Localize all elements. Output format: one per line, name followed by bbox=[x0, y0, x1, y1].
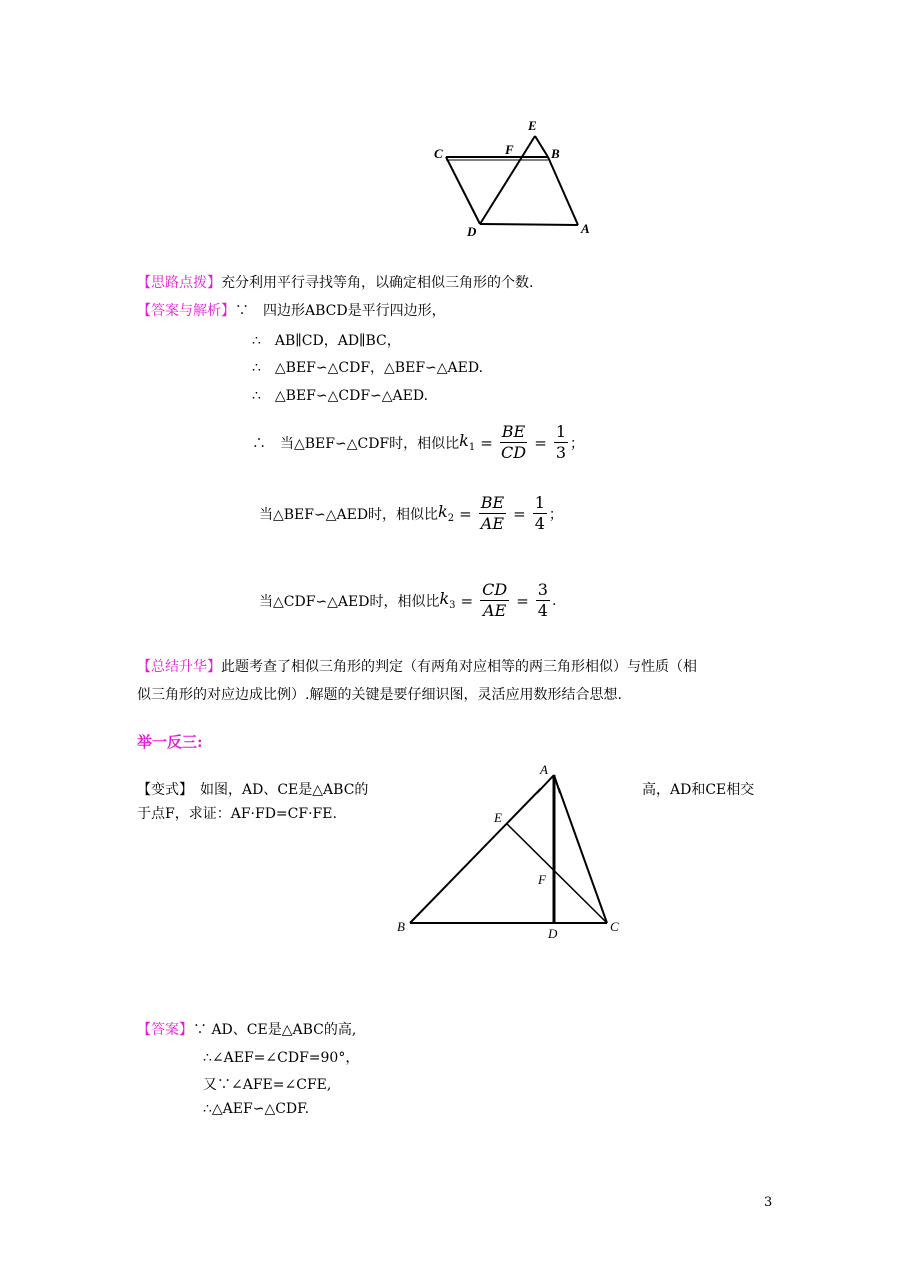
ratio2-value: $\frac{1}{4}$ bbox=[534, 493, 545, 533]
solution-tag: 【答案与解析】 bbox=[137, 303, 235, 319]
summary-line-1 bbox=[137, 656, 697, 676]
ratio1-k: $k_1$ bbox=[459, 431, 476, 454]
fig2-label-d: D bbox=[548, 926, 558, 941]
summary-text-1: 此题考查了相似三角形的判定（有两角对应相等的两三角形相似）与性质（相 bbox=[221, 659, 697, 675]
ratio-line-2: 当△BEF∽△AED时，相似比 $k_2$ = $\frac{BE}{AE}$ = $\frac{1}{4}$ ； bbox=[259, 493, 563, 533]
practice-heading: 举一反三: bbox=[137, 733, 203, 751]
ratio1-fraction: $\frac{BE}{CD}$ bbox=[500, 422, 527, 462]
ratio-line-3: 当△CDF∽△AED时，相似比 $k_3$ = $\frac{CD}{AE}$ = $\frac{3}{4}$ . bbox=[259, 580, 557, 620]
answer-line-3: 又∵∠AFE=∠CFE, bbox=[203, 1077, 332, 1093]
fig2-label-a: A bbox=[540, 762, 548, 777]
fig2-label-c: C bbox=[610, 919, 619, 934]
fig2-apex-lines bbox=[392, 770, 632, 800]
ratio3-prefix: 当△CDF∽△AED时，相似比 bbox=[259, 593, 440, 610]
hint-tag: 【思路点拨】 bbox=[137, 275, 221, 291]
solution-line-2: ∴ AB∥CD，AD∥BC， bbox=[252, 333, 401, 349]
fig1-label-a: A bbox=[581, 221, 590, 236]
hint-line bbox=[137, 272, 533, 292]
variant-line-1 bbox=[137, 779, 368, 799]
parallelogram-figure bbox=[428, 112, 598, 240]
ratio3-fraction: $\frac{CD}{AE}$ bbox=[482, 580, 508, 620]
page-number: 3 bbox=[764, 1195, 773, 1210]
fig2-label-f: F bbox=[538, 872, 546, 887]
ratio2-fraction: $\frac{BE}{AE}$ bbox=[480, 493, 505, 533]
answer-line-2: ∴∠AEF=∠CDF=90°， bbox=[203, 1050, 360, 1066]
answer-line-1 bbox=[137, 1019, 356, 1039]
ratio3-k: $k_3$ bbox=[439, 589, 456, 612]
solution-line-3: ∴ △BEF∽△CDF，△BEF∽△AED. bbox=[252, 360, 484, 376]
variant-tag: 【变式】 bbox=[137, 782, 186, 798]
fig1-label-c: C bbox=[434, 146, 443, 161]
fig1-label-f: F bbox=[505, 142, 514, 157]
ratio2-prefix: 当△BEF∽△AED时，相似比 bbox=[259, 506, 439, 523]
answer-text-1: ∵ AD、CE是△ABC的高, bbox=[193, 1022, 357, 1038]
solution-line-1 bbox=[137, 300, 446, 320]
ratio3-value: $\frac{3}{4}$ bbox=[537, 580, 548, 620]
fig2-label-b: B bbox=[397, 919, 405, 934]
solution-text-1: ∵ 四边形ABCD是平行四边形， bbox=[235, 303, 446, 319]
answer-tag: 【答案】 bbox=[137, 1022, 193, 1038]
solution-line-4: ∴ △BEF∽△CDF∽△AED. bbox=[252, 388, 429, 404]
ratio1-value: $\frac{1}{3}$ bbox=[555, 422, 566, 462]
ratio-line-1: ∴ 当△BEF∽△CDF时，相似比 $k_1$ = $\frac{BE}{CD}$ = $\frac{1}{3}$ ； bbox=[252, 422, 584, 462]
fig2-label-e: E bbox=[494, 810, 502, 825]
summary-line-2: 似三角形的对应边成比例）.解题的关键是要仔细识图，灵活应用数形结合思想. bbox=[137, 687, 622, 703]
fig1-label-e: E bbox=[528, 118, 537, 133]
ratio1-prefix: ∴ 当△BEF∽△CDF时，相似比 bbox=[252, 435, 460, 452]
hint-text: 充分利用平行寻找等角，以确定相似三角形的个数. bbox=[221, 275, 534, 291]
fig1-label-d: D bbox=[467, 224, 477, 239]
summary-tag: 【总结升华】 bbox=[137, 659, 221, 675]
variant-line-2: 于点F，求证：AF·FD=CF·FE. bbox=[137, 806, 337, 822]
answer-line-4: ∴△AEF∽△CDF. bbox=[203, 1101, 310, 1117]
fig1-label-b: B bbox=[551, 146, 560, 161]
ratio2-k: $k_2$ bbox=[438, 502, 455, 525]
variant-text-left: 如图，AD、CE是△ABC的 bbox=[186, 782, 369, 798]
triangle-figure bbox=[392, 788, 632, 944]
variant-text-right: 高，AD和CE相交 bbox=[642, 782, 755, 798]
